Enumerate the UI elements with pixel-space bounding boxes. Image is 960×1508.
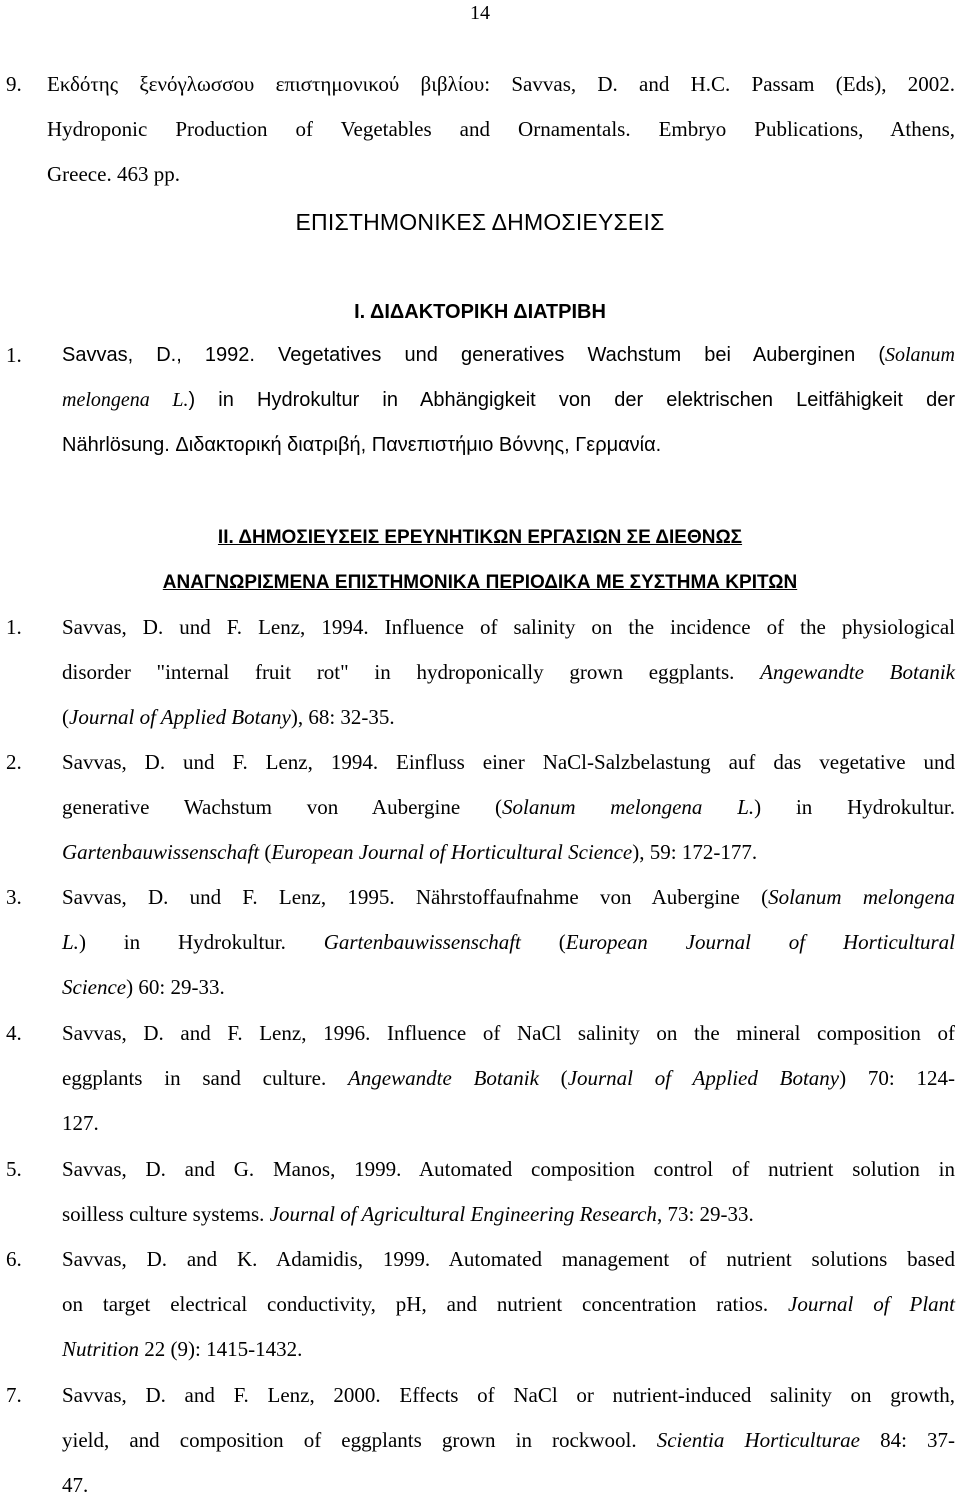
entry-text	[47, 62, 955, 197]
entry-line: Gartenbauwissenschaft (European Journal of Horticultural Science), 59: 172-177.	[62, 840, 758, 864]
book-entry-9	[0, 62, 955, 197]
entry-line: Nutrition 22 (9): 1415-1432.	[62, 1337, 303, 1361]
entry-line: L.) in Hydrokultur. Gartenbauwissenschaft (European Journal of Horticultural	[62, 930, 955, 954]
entry-number: 2.	[6, 750, 22, 774]
reference-1	[0, 605, 955, 740]
entry-line: generative Wachstum von Aubergine (Solanum melongena L.) in Hydrokultur.	[62, 795, 955, 819]
entry-line: soilless culture systems. Journal of Agricultural Engineering Research, 73: 29-33.	[62, 1202, 754, 1226]
entry-text	[62, 740, 955, 875]
reference-6	[0, 1237, 955, 1372]
entry-line: Savvas, D. und F. Lenz, 1995. Nährstoffaufnahme von Aubergine (Solanum melongena	[62, 885, 955, 909]
reference-3	[0, 875, 955, 1010]
entry-number: 5.	[6, 1157, 22, 1181]
entry-number: 7.	[6, 1383, 22, 1407]
entry-number: 9.	[6, 72, 22, 96]
reference-5	[0, 1147, 955, 1237]
entry-line: melongena L.) in Hydrokultur in Abhängigkeit von der elektrischen Leitfähigkeit der	[62, 389, 955, 411]
subsection-title-publications-line1: ΙΙ. ΔΗΜΟΣΙΕΥΣΕΙΣ ΕΡΕΥΝΗΤΙΚΩΝ ΕΡΓΑΣΙΩΝ ΣΕ ΔΙΕΘΝΩΣ	[217, 527, 743, 548]
entry-line: eggplants in sand culture. Angewandte Botanik (Journal of Applied Botany) 70: 124-	[62, 1066, 955, 1090]
entry-number: 1.	[6, 615, 22, 639]
reference-4	[0, 1011, 955, 1146]
entry-line: Science) 60: 29-33.	[62, 975, 225, 999]
entry-line: Savvas, D. and F. Lenz, 1996. Influence of NaCl salinity on the mineral composition of	[62, 1021, 955, 1045]
entry-line: Savvas, D. and F. Lenz, 2000. Effects of NaCl or nutrient-induced salinity on growth,	[62, 1383, 955, 1407]
entry-line: Savvas, D. und F. Lenz, 1994. Einfluss einer NaCl-Salzbelastung auf das vegetative und	[62, 750, 955, 774]
entry-line: Savvas, D. und F. Lenz, 1994. Influence of salinity on the incidence of the physiological	[62, 615, 955, 639]
entry-line: on target electrical conductivity, pH, and nutrient concentration ratios. Journal of Plant	[62, 1292, 955, 1316]
entry-line: 127.	[62, 1111, 99, 1135]
reference-7	[0, 1373, 955, 1508]
entry-text	[62, 1373, 955, 1508]
page-number: 14	[470, 2, 490, 24]
entry-line: 47.	[62, 1473, 89, 1497]
reference-2	[0, 740, 955, 875]
entry-text	[62, 1237, 955, 1372]
subsection-title-dissertation: Ι. ΔΙΔΑΚΤΟΡΙΚΗ ΔΙΑΤΡΙΒΗ	[354, 301, 606, 323]
entry-number: 6.	[6, 1247, 22, 1271]
dissertation-entry	[0, 333, 955, 468]
entry-text	[62, 605, 955, 740]
entry-text	[62, 1147, 955, 1237]
entry-line: (Journal of Applied Botany), 68: 32-35.	[62, 705, 395, 729]
entry-number: 3.	[6, 885, 22, 909]
entry-line: Hydroponic Production of Vegetables and Ornamentals. Embryo Publications, Athens,	[47, 117, 955, 141]
entry-line: disorder "internal fruit rot" in hydroponically grown eggplants. Angewandte Botanik	[62, 660, 955, 684]
entry-number: 1.	[6, 343, 22, 367]
entry-line: Nährlösung. Διδακτορική διατριβή, Πανεπιστήμιο Βόννης, Γερμανία.	[62, 434, 662, 456]
entry-text	[62, 875, 955, 1010]
entry-line: Savvas, D. and G. Manos, 1999. Automated composition control of nutrient solution in	[62, 1157, 955, 1181]
entry-text	[62, 1011, 955, 1146]
entry-line: Εκδότης ξενόγλωσσου επιστημονικού βιβλίου: Savvas, D. and H.C. Passam (Eds), 2002.	[47, 72, 955, 96]
entry-line: Savvas, D. and K. Adamidis, 1999. Automated management of nutrient solutions based	[62, 1247, 955, 1271]
entry-text	[62, 333, 955, 468]
entry-number: 4.	[6, 1021, 22, 1045]
entry-line: Greece. 463 pp.	[47, 162, 180, 186]
entry-line: Savvas, D., 1992. Vegetatives und generatives Wachstum bei Auberginen (Solanum	[62, 344, 955, 366]
subsection-title-publications-line2: ΑΝΑΓΝΩΡΙΣΜΕΝΑ ΕΠΙΣΤΗΜΟΝΙΚΑ ΠΕΡΙΟΔΙΚΑ ΜΕ ΣΥΣΤΗΜΑ ΚΡΙΤΩΝ	[162, 572, 798, 593]
entry-line: yield, and composition of eggplants grown in rockwool. Scientia Horticulturae 84: 37-	[62, 1428, 955, 1452]
section-title: ΕΠΙΣΤΗΜΟΝΙΚΕΣ ΔΗΜΟΣΙΕΥΣΕΙΣ	[295, 209, 665, 235]
